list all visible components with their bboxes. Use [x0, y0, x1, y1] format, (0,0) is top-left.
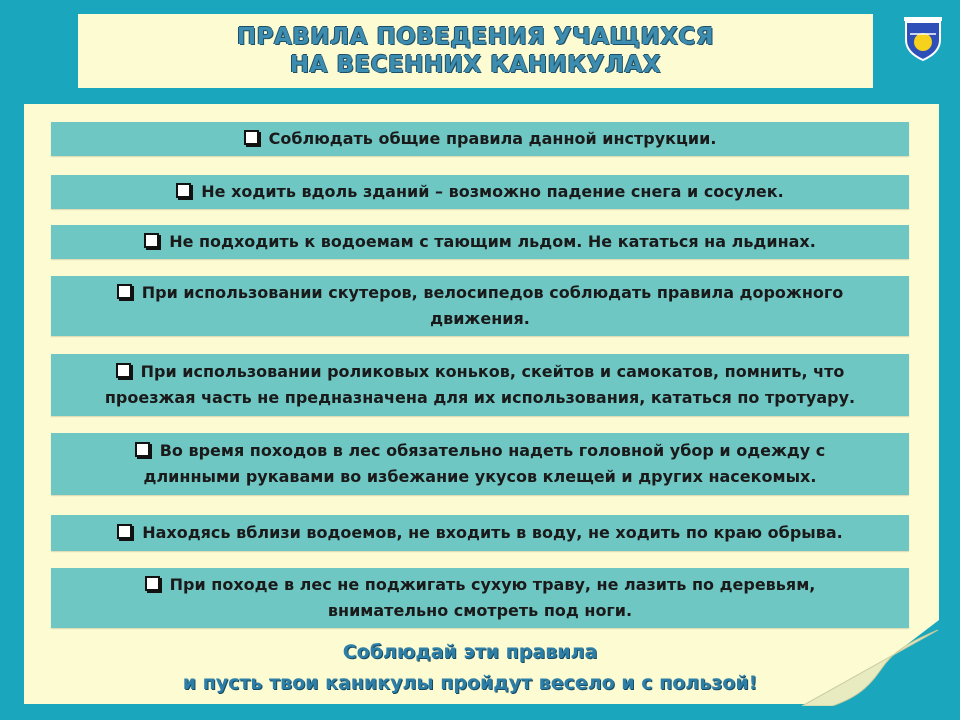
rule-item-5	[51, 354, 909, 416]
checkbox-icon	[244, 130, 259, 145]
rule-text: Не подходить к водоемам с тающим льдом. Не кататься на льдинах.	[169, 232, 816, 251]
checkbox-icon	[117, 524, 132, 539]
page-curl-decoration	[802, 616, 942, 706]
rule-item-3	[51, 225, 909, 259]
footer-slogan	[150, 637, 790, 699]
rule-text-line-2: движения.	[430, 309, 530, 328]
checkbox-icon	[176, 183, 191, 198]
page-title-line-1: ПРАВИЛА ПОВЕДЕНИЯ УЧАЩИХСЯ	[236, 24, 715, 50]
rule-text-line-1: При использовании скутеров, велосипедов соблюдать правила дорожного	[141, 283, 844, 302]
checkbox-icon	[116, 363, 131, 378]
checkbox-icon	[135, 442, 150, 457]
rule-text: Не ходить вдоль зданий – возможно падение снега и сосулек.	[201, 182, 784, 201]
footer-line-1: Соблюдай эти правила	[342, 641, 598, 663]
checkbox-icon	[117, 284, 132, 299]
rule-text: Находясь вблизи водоемов, не входить в воду, не ходить по краю обрыва.	[142, 523, 843, 542]
rule-text-line-1: При походе в лес не поджигать сухую траву, не лазить по деревьям,	[169, 575, 816, 594]
rule-text-line-2: внимательно смотреть под ноги.	[327, 601, 633, 620]
checkbox-icon	[145, 576, 160, 591]
rule-item-1	[51, 122, 909, 156]
rule-item-6	[51, 433, 909, 495]
title-banner	[78, 14, 873, 88]
checkbox-icon	[144, 233, 159, 248]
rule-item-8	[51, 568, 909, 628]
rule-text-line-1: При использовании роликовых коньков, скейтов и самокатов, помнить, что	[140, 362, 845, 381]
footer-line-2: и пусть твои каникулы пройдут весело и с пользой!	[182, 672, 758, 694]
rule-text-line-2: длинными рукавами во избежание укусов клещей и других насекомых.	[143, 467, 817, 486]
rule-item-7	[51, 515, 909, 551]
rule-item-4	[51, 276, 909, 336]
page-title-line-2: НА ВЕСЕННИХ КАНИКУЛАХ	[289, 52, 662, 78]
rule-item-2	[51, 175, 909, 209]
rule-text-line-1: Во время походов в лес обязательно надеть головной убор и одежду с	[159, 441, 826, 460]
school-emblem-icon	[898, 12, 948, 62]
rule-text: Соблюдать общие правила данной инструкции.	[268, 129, 717, 148]
rule-text-line-2: проезжая часть не предназначена для их использования, кататься по тротуару.	[104, 388, 856, 407]
